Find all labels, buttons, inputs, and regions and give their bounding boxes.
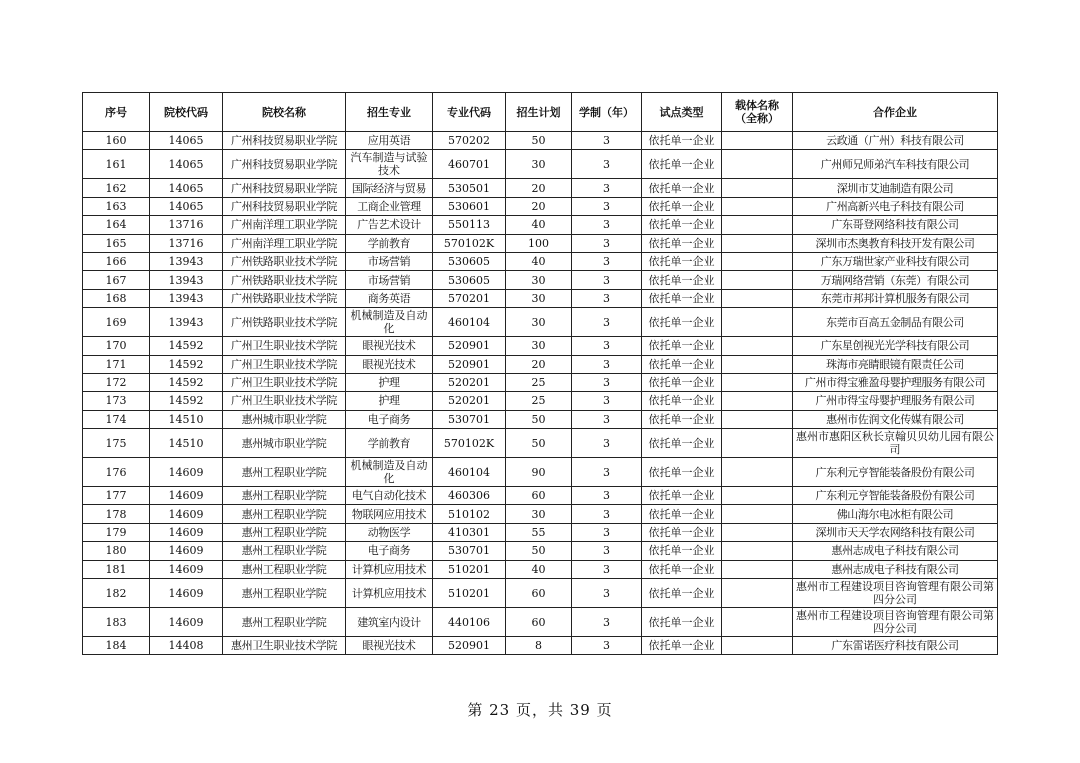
cell-years: 3	[572, 505, 642, 523]
cell-carrier-name	[722, 150, 793, 179]
cell-carrier-name	[722, 252, 793, 270]
cell-school-code: 13716	[150, 234, 223, 252]
cell-years: 3	[572, 197, 642, 215]
cell-school-code: 14592	[150, 355, 223, 373]
table-row	[83, 197, 998, 215]
cell-partner: 东莞市百高五金制品有限公司	[793, 308, 998, 337]
cell-pilot-type: 依托单一企业	[642, 150, 722, 179]
cell-pilot-type: 依托单一企业	[642, 505, 722, 523]
cell-years: 3	[572, 179, 642, 197]
header-school-code: 院校代码	[150, 93, 223, 132]
cell-seq: 180	[83, 542, 150, 560]
cell-school-name: 广州南洋理工职业学院	[223, 234, 346, 252]
cell-carrier-name	[722, 271, 793, 289]
table-row	[83, 337, 998, 355]
cell-pilot-type: 依托单一企业	[642, 637, 722, 655]
cell-years: 3	[572, 410, 642, 428]
cell-major-code: 570202	[433, 132, 506, 150]
cell-major: 市场营销	[346, 252, 433, 270]
header-row	[83, 93, 998, 132]
cell-school-name: 广州卫生职业技术学院	[223, 355, 346, 373]
cell-pilot-type: 依托单一企业	[642, 458, 722, 487]
cell-pilot-type: 依托单一企业	[642, 337, 722, 355]
cell-major-code: 570102K	[433, 429, 506, 458]
cell-plan: 60	[506, 579, 572, 608]
table-row	[83, 542, 998, 560]
cell-major-code: 530501	[433, 179, 506, 197]
cell-partner: 广州市得宝母婴护理服务有限公司	[793, 392, 998, 410]
table-row	[83, 637, 998, 655]
cell-years: 3	[572, 523, 642, 541]
cell-plan: 50	[506, 132, 572, 150]
cell-carrier-name	[722, 132, 793, 150]
cell-school-name: 惠州工程职业学院	[223, 505, 346, 523]
cell-partner: 广东哥登网络科技有限公司	[793, 216, 998, 234]
table-row	[83, 271, 998, 289]
cell-plan: 20	[506, 355, 572, 373]
table-row	[83, 429, 998, 458]
cell-major: 眼视光技术	[346, 637, 433, 655]
cell-school-code: 13716	[150, 216, 223, 234]
header-major: 招生专业	[346, 93, 433, 132]
cell-pilot-type: 依托单一企业	[642, 373, 722, 391]
cell-years: 3	[572, 355, 642, 373]
cell-major: 计算机应用技术	[346, 579, 433, 608]
cell-partner: 广州师兄师弟汽车科技有限公司	[793, 150, 998, 179]
cell-seq: 182	[83, 579, 150, 608]
cell-major: 眼视光技术	[346, 355, 433, 373]
cell-pilot-type: 依托单一企业	[642, 608, 722, 637]
cell-plan: 55	[506, 523, 572, 541]
cell-seq: 162	[83, 179, 150, 197]
cell-major-code: 520201	[433, 392, 506, 410]
cell-major: 工商企业管理	[346, 197, 433, 215]
cell-years: 3	[572, 289, 642, 307]
cell-major: 市场营销	[346, 271, 433, 289]
cell-carrier-name	[722, 234, 793, 252]
cell-carrier-name	[722, 337, 793, 355]
cell-seq: 172	[83, 373, 150, 391]
cell-seq: 178	[83, 505, 150, 523]
cell-carrier-name	[722, 637, 793, 655]
cell-years: 3	[572, 429, 642, 458]
cell-pilot-type: 依托单一企业	[642, 271, 722, 289]
cell-major: 电气自动化技术	[346, 487, 433, 505]
cell-seq: 176	[83, 458, 150, 487]
cell-years: 3	[572, 608, 642, 637]
cell-carrier-name	[722, 608, 793, 637]
cell-partner: 佛山海尔电冰柜有限公司	[793, 505, 998, 523]
cell-major: 学前教育	[346, 234, 433, 252]
cell-pilot-type: 依托单一企业	[642, 289, 722, 307]
cell-plan: 60	[506, 487, 572, 505]
header-years: 学制（年）	[572, 93, 642, 132]
cell-carrier-name	[722, 289, 793, 307]
cell-major-code: 530605	[433, 271, 506, 289]
cell-major-code: 460306	[433, 487, 506, 505]
cell-major: 护理	[346, 392, 433, 410]
cell-major-code: 550113	[433, 216, 506, 234]
cell-partner: 万瑞网络营销（东莞）有限公司	[793, 271, 998, 289]
cell-school-name: 惠州工程职业学院	[223, 542, 346, 560]
cell-carrier-name	[722, 542, 793, 560]
cell-seq: 163	[83, 197, 150, 215]
cell-school-code: 14065	[150, 197, 223, 215]
cell-school-code: 14609	[150, 579, 223, 608]
cell-school-name: 惠州城市职业学院	[223, 429, 346, 458]
cell-seq: 161	[83, 150, 150, 179]
header-partner: 合作企业	[793, 93, 998, 132]
table-row	[83, 150, 998, 179]
cell-partner: 广东利元亨智能装备股份有限公司	[793, 458, 998, 487]
cell-carrier-name	[722, 505, 793, 523]
cell-partner: 广州市得宝雅盈母婴护理服务有限公司	[793, 373, 998, 391]
cell-partner: 广东雷诺医疗科技有限公司	[793, 637, 998, 655]
cell-carrier-name	[722, 458, 793, 487]
cell-years: 3	[572, 234, 642, 252]
cell-carrier-name	[722, 216, 793, 234]
cell-school-name: 惠州工程职业学院	[223, 487, 346, 505]
cell-partner: 惠州市惠阳区秋长京翰贝贝幼儿园有限公司	[793, 429, 998, 458]
cell-seq: 175	[83, 429, 150, 458]
table-row	[83, 234, 998, 252]
cell-major-code: 530601	[433, 197, 506, 215]
table-row	[83, 216, 998, 234]
cell-partner: 惠州市佐润文化传媒有限公司	[793, 410, 998, 428]
cell-seq: 183	[83, 608, 150, 637]
table-row	[83, 579, 998, 608]
cell-partner: 珠海市亮睛眼镜有限责任公司	[793, 355, 998, 373]
header-carrier-name: 载体名称 （全称）	[722, 93, 793, 132]
cell-major: 建筑室内设计	[346, 608, 433, 637]
enrollment-table	[82, 92, 998, 655]
cell-plan: 30	[506, 150, 572, 179]
cell-school-code: 14592	[150, 373, 223, 391]
table-row	[83, 608, 998, 637]
cell-major-code: 570201	[433, 289, 506, 307]
cell-pilot-type: 依托单一企业	[642, 560, 722, 578]
cell-pilot-type: 依托单一企业	[642, 392, 722, 410]
cell-school-code: 14609	[150, 560, 223, 578]
cell-pilot-type: 依托单一企业	[642, 308, 722, 337]
cell-major-code: 520901	[433, 355, 506, 373]
cell-years: 3	[572, 392, 642, 410]
cell-years: 3	[572, 308, 642, 337]
cell-seq: 170	[83, 337, 150, 355]
cell-carrier-name	[722, 579, 793, 608]
cell-partner: 深圳市杰奥教育科技开发有限公司	[793, 234, 998, 252]
table-row	[83, 355, 998, 373]
cell-partner: 广东利元亨智能装备股份有限公司	[793, 487, 998, 505]
cell-seq: 167	[83, 271, 150, 289]
cell-school-name: 广州科技贸易职业学院	[223, 150, 346, 179]
cell-plan: 30	[506, 289, 572, 307]
table-row	[83, 487, 998, 505]
cell-school-code: 14609	[150, 542, 223, 560]
cell-school-code: 14609	[150, 523, 223, 541]
cell-plan: 25	[506, 373, 572, 391]
cell-pilot-type: 依托单一企业	[642, 252, 722, 270]
cell-major-code: 530701	[433, 542, 506, 560]
table-row	[83, 458, 998, 487]
cell-plan: 20	[506, 179, 572, 197]
cell-carrier-name	[722, 179, 793, 197]
cell-major-code: 510201	[433, 579, 506, 608]
cell-school-code: 14609	[150, 458, 223, 487]
cell-years: 3	[572, 542, 642, 560]
cell-major-code: 510201	[433, 560, 506, 578]
header-major-code: 专业代码	[433, 93, 506, 132]
cell-seq: 160	[83, 132, 150, 150]
cell-seq: 177	[83, 487, 150, 505]
cell-plan: 20	[506, 197, 572, 215]
cell-partner: 广东万瑞世家产业科技有限公司	[793, 252, 998, 270]
cell-plan: 60	[506, 608, 572, 637]
cell-years: 3	[572, 579, 642, 608]
cell-school-name: 广州铁路职业技术学院	[223, 289, 346, 307]
cell-plan: 50	[506, 429, 572, 458]
cell-partner: 深圳市天天学农网络科技有限公司	[793, 523, 998, 541]
cell-major: 动物医学	[346, 523, 433, 541]
cell-major: 物联网应用技术	[346, 505, 433, 523]
cell-major: 汽车制造与试验技术	[346, 150, 433, 179]
table-row	[83, 560, 998, 578]
cell-pilot-type: 依托单一企业	[642, 132, 722, 150]
table-row	[83, 392, 998, 410]
cell-major-code: 520901	[433, 637, 506, 655]
table-row	[83, 132, 998, 150]
cell-school-code: 14065	[150, 179, 223, 197]
cell-major-code: 510102	[433, 505, 506, 523]
cell-pilot-type: 依托单一企业	[642, 429, 722, 458]
cell-years: 3	[572, 637, 642, 655]
cell-seq: 171	[83, 355, 150, 373]
cell-plan: 30	[506, 337, 572, 355]
cell-partner: 惠州志成电子科技有限公司	[793, 560, 998, 578]
cell-carrier-name	[722, 429, 793, 458]
cell-years: 3	[572, 373, 642, 391]
cell-school-code: 14510	[150, 410, 223, 428]
cell-school-name: 广州卫生职业技术学院	[223, 392, 346, 410]
cell-seq: 168	[83, 289, 150, 307]
cell-seq: 174	[83, 410, 150, 428]
cell-school-name: 广州科技贸易职业学院	[223, 179, 346, 197]
cell-school-name: 惠州工程职业学院	[223, 579, 346, 608]
cell-major: 电子商务	[346, 542, 433, 560]
cell-partner: 广东星创视光光学科技有限公司	[793, 337, 998, 355]
cell-seq: 184	[83, 637, 150, 655]
page-footer: 第 23 页，共 39 页	[467, 701, 613, 719]
cell-school-code: 13943	[150, 289, 223, 307]
cell-major-code: 530605	[433, 252, 506, 270]
cell-seq: 166	[83, 252, 150, 270]
cell-seq: 181	[83, 560, 150, 578]
cell-pilot-type: 依托单一企业	[642, 579, 722, 608]
table-row	[83, 308, 998, 337]
cell-school-code: 14408	[150, 637, 223, 655]
cell-plan: 40	[506, 216, 572, 234]
cell-years: 3	[572, 560, 642, 578]
cell-pilot-type: 依托单一企业	[642, 542, 722, 560]
cell-years: 3	[572, 458, 642, 487]
cell-major: 计算机应用技术	[346, 560, 433, 578]
cell-major-code: 460104	[433, 458, 506, 487]
cell-partner: 惠州市工程建设项目咨询管理有限公司第四分公司	[793, 608, 998, 637]
cell-major-code: 440106	[433, 608, 506, 637]
cell-plan: 30	[506, 505, 572, 523]
cell-major: 学前教育	[346, 429, 433, 458]
cell-school-code: 13943	[150, 271, 223, 289]
cell-major: 应用英语	[346, 132, 433, 150]
table-row	[83, 523, 998, 541]
cell-partner: 东莞市邦邦计算机服务有限公司	[793, 289, 998, 307]
cell-school-name: 广州卫生职业技术学院	[223, 337, 346, 355]
cell-school-code: 13943	[150, 252, 223, 270]
cell-school-name: 广州科技贸易职业学院	[223, 132, 346, 150]
table-row	[83, 505, 998, 523]
cell-major: 护理	[346, 373, 433, 391]
table-row	[83, 252, 998, 270]
cell-carrier-name	[722, 487, 793, 505]
cell-years: 3	[572, 252, 642, 270]
cell-plan: 8	[506, 637, 572, 655]
cell-partner: 广州高新兴电子科技有限公司	[793, 197, 998, 215]
header-school-name: 院校名称	[223, 93, 346, 132]
cell-years: 3	[572, 487, 642, 505]
table-row	[83, 289, 998, 307]
cell-carrier-name	[722, 523, 793, 541]
header-pilot-type: 试点类型	[642, 93, 722, 132]
cell-years: 3	[572, 132, 642, 150]
cell-years: 3	[572, 150, 642, 179]
cell-seq: 169	[83, 308, 150, 337]
cell-partner: 惠州志成电子科技有限公司	[793, 542, 998, 560]
cell-pilot-type: 依托单一企业	[642, 179, 722, 197]
cell-carrier-name	[722, 560, 793, 578]
cell-plan: 50	[506, 410, 572, 428]
cell-major: 商务英语	[346, 289, 433, 307]
cell-plan: 30	[506, 271, 572, 289]
cell-carrier-name	[722, 355, 793, 373]
cell-school-code: 14065	[150, 132, 223, 150]
cell-pilot-type: 依托单一企业	[642, 216, 722, 234]
cell-major-code: 570102K	[433, 234, 506, 252]
cell-years: 3	[572, 337, 642, 355]
cell-school-name: 广州铁路职业技术学院	[223, 308, 346, 337]
cell-school-name: 广州铁路职业技术学院	[223, 271, 346, 289]
cell-major-code: 520901	[433, 337, 506, 355]
cell-plan: 90	[506, 458, 572, 487]
cell-carrier-name	[722, 392, 793, 410]
cell-pilot-type: 依托单一企业	[642, 234, 722, 252]
cell-school-name: 广州南洋理工职业学院	[223, 216, 346, 234]
cell-school-code: 14592	[150, 337, 223, 355]
cell-school-name: 惠州工程职业学院	[223, 560, 346, 578]
cell-plan: 50	[506, 542, 572, 560]
cell-pilot-type: 依托单一企业	[642, 487, 722, 505]
cell-school-code: 14609	[150, 487, 223, 505]
cell-major-code: 460701	[433, 150, 506, 179]
cell-major: 机械制造及自动化	[346, 458, 433, 487]
cell-major: 广告艺术设计	[346, 216, 433, 234]
cell-plan: 40	[506, 252, 572, 270]
cell-school-name: 广州铁路职业技术学院	[223, 252, 346, 270]
cell-plan: 100	[506, 234, 572, 252]
cell-carrier-name	[722, 410, 793, 428]
cell-school-name: 广州卫生职业技术学院	[223, 373, 346, 391]
cell-seq: 179	[83, 523, 150, 541]
cell-seq: 164	[83, 216, 150, 234]
header-seq: 序号	[83, 93, 150, 132]
cell-plan: 25	[506, 392, 572, 410]
cell-school-code: 13943	[150, 308, 223, 337]
cell-major: 眼视光技术	[346, 337, 433, 355]
cell-seq: 173	[83, 392, 150, 410]
cell-carrier-name	[722, 197, 793, 215]
cell-pilot-type: 依托单一企业	[642, 355, 722, 373]
cell-major: 国际经济与贸易	[346, 179, 433, 197]
cell-major: 机械制造及自动化	[346, 308, 433, 337]
cell-major-code: 530701	[433, 410, 506, 428]
table-row	[83, 410, 998, 428]
table-row	[83, 179, 998, 197]
cell-partner: 云政通（广州）科技有限公司	[793, 132, 998, 150]
cell-plan: 40	[506, 560, 572, 578]
cell-school-code: 14609	[150, 608, 223, 637]
cell-school-code: 14065	[150, 150, 223, 179]
cell-school-name: 惠州工程职业学院	[223, 608, 346, 637]
cell-school-name: 惠州城市职业学院	[223, 410, 346, 428]
cell-school-name: 惠州工程职业学院	[223, 523, 346, 541]
cell-pilot-type: 依托单一企业	[642, 523, 722, 541]
table-row	[83, 373, 998, 391]
cell-partner: 深圳市艾迪制造有限公司	[793, 179, 998, 197]
cell-pilot-type: 依托单一企业	[642, 197, 722, 215]
cell-seq: 165	[83, 234, 150, 252]
cell-major: 电子商务	[346, 410, 433, 428]
cell-major-code: 410301	[433, 523, 506, 541]
cell-school-code: 14510	[150, 429, 223, 458]
cell-partner: 惠州市工程建设项目咨询管理有限公司第四分公司	[793, 579, 998, 608]
cell-school-code: 14592	[150, 392, 223, 410]
cell-carrier-name	[722, 373, 793, 391]
cell-school-name: 广州科技贸易职业学院	[223, 197, 346, 215]
cell-school-name: 惠州工程职业学院	[223, 458, 346, 487]
cell-years: 3	[572, 271, 642, 289]
cell-years: 3	[572, 216, 642, 234]
cell-pilot-type: 依托单一企业	[642, 410, 722, 428]
header-plan: 招生计划	[506, 93, 572, 132]
cell-school-code: 14609	[150, 505, 223, 523]
cell-major-code: 460104	[433, 308, 506, 337]
cell-school-name: 惠州卫生职业技术学院	[223, 637, 346, 655]
cell-major-code: 520201	[433, 373, 506, 391]
cell-carrier-name	[722, 308, 793, 337]
cell-plan: 30	[506, 308, 572, 337]
